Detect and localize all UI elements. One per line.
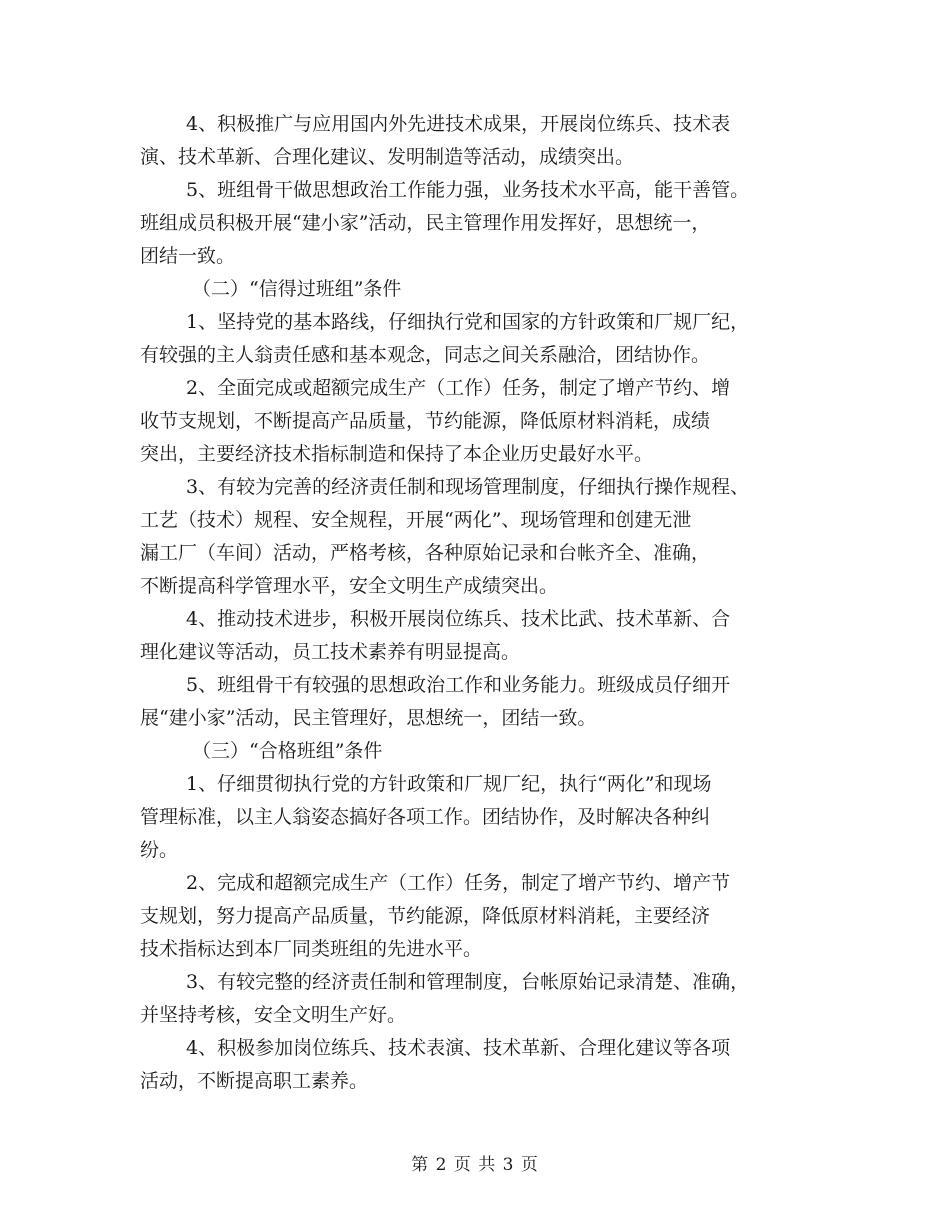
text-line: 管理标准，以主人翁姿态搞好各项工作。团结协作，及时解决各种纠 (140, 806, 711, 828)
body-paragraph (140, 669, 820, 735)
text-line: 团结一致。 (140, 245, 236, 267)
text-line: 工艺（技术）规程、安全规程，开展“两化”、现场管理和创建无泄 (140, 509, 692, 531)
text-line: 展“建小家”活动，民主管理好，思想统一，团结一致。 (140, 707, 597, 729)
section-heading (140, 273, 820, 306)
body-paragraph (140, 108, 820, 174)
body-paragraph (140, 603, 820, 669)
body-paragraph (140, 768, 820, 867)
text-line: 4、积极参加岗位练兵、技术表演、技术革新、合理化建议等各项 (186, 1037, 731, 1059)
text-line: 4、积极推广与应用国内外先进技术成果，开展岗位练兵、技术表 (186, 113, 731, 135)
document-body (140, 108, 820, 1098)
text-line: 1、坚持党的基本路线，仔细执行党和国家的方针政策和厂规厂纪， (186, 311, 750, 333)
text-line: 活动，不断提高职工素养。 (140, 1070, 369, 1092)
page-footer: 第 2 页 共 3 页 (411, 1155, 539, 1175)
text-line: 5、班组骨干做思想政治工作能力强，业务技术水平高，能干善管。 (186, 179, 750, 201)
text-line: 不断提高科学管理水平，安全文明生产成绩突出。 (140, 575, 559, 597)
body-paragraph (140, 372, 820, 471)
text-line: 1、仔细贯彻执行党的方针政策和厂规厂纪，执行“两化”和现场 (186, 773, 712, 795)
body-paragraph (140, 867, 820, 966)
text-line: 理化建议等活动，员工技术素养有明显提高。 (140, 641, 521, 663)
text-line: 3、有较为完善的经济责任制和现场管理制度，仔细执行操作规程、 (186, 476, 750, 498)
text-line: 突出，主要经济技术指标制造和保持了本企业历史最好水平。 (140, 443, 654, 465)
body-paragraph (140, 471, 820, 603)
text-line: 技术指标达到本厂同类班组的先进水平。 (140, 938, 483, 960)
text-line: 3、有较完整的经济责任制和管理制度，台帐原始记录清楚、准确， (186, 971, 750, 993)
body-paragraph (140, 966, 820, 1032)
text-line: 2、完成和超额完成生产（工作）任务，制定了增产节约、增产节 (186, 872, 731, 894)
text-line: 并坚持考核，安全文明生产好。 (140, 1004, 407, 1026)
text-line: 演、技术革新、合理化建议、发明制造等活动，成绩突出。 (140, 146, 635, 168)
text-line: 有较强的主人翁责任感和基本观念，同志之间关系融洽，团结协作。 (140, 344, 711, 366)
section-heading (140, 735, 820, 768)
body-paragraph (140, 306, 820, 372)
body-paragraph (140, 1032, 820, 1098)
body-paragraph (140, 174, 820, 273)
text-line: 2、全面完成或超额完成生产（工作）任务，制定了增产节约、增 (186, 377, 731, 399)
text-line: 班组成员积极开展“建小家”活动，民主管理作用发挥好，思想统一， (140, 212, 711, 234)
text-line: 支规划，努力提高产品质量，节约能源，降低原材料消耗，主要经济 (140, 905, 711, 927)
text-line: （三）“合格班组”条件 (192, 740, 383, 762)
text-line: 漏工厂（车间）活动，严格考核，各种原始记录和台帐齐全、准确， (140, 542, 711, 564)
text-line: 4、推动技术进步，积极开展岗位练兵、技术比武、技术革新、合 (186, 608, 731, 630)
text-line: 纷。 (140, 839, 179, 861)
text-line: 5、班组骨干有较强的思想政治工作和业务能力。班级成员仔细开 (186, 674, 731, 696)
text-line: （二）“信得过班组”条件 (192, 278, 402, 300)
text-line: 收节支规划，不断提高产品质量，节约能源，降低原材料消耗，成绩 (140, 410, 711, 432)
